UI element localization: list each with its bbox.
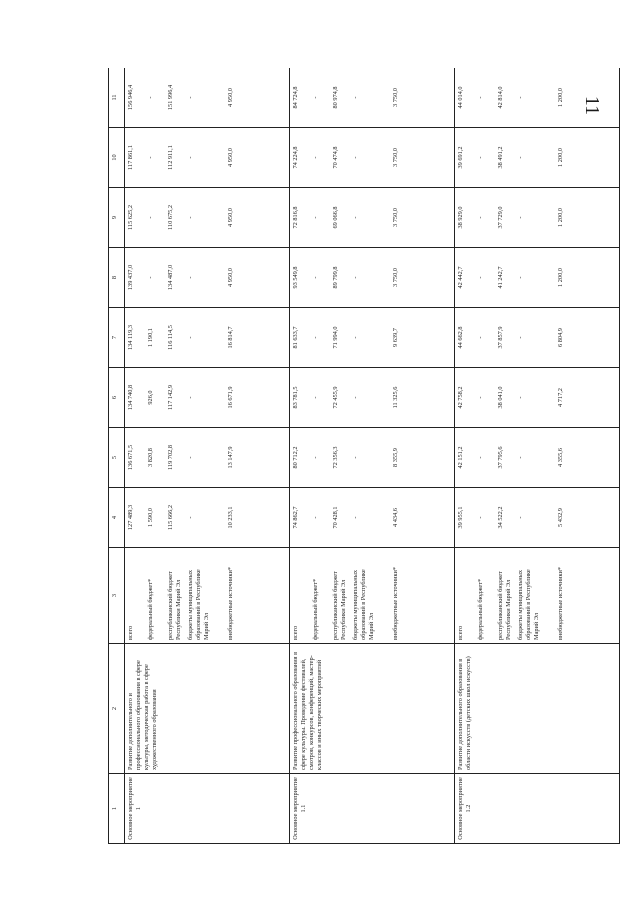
amount-value: 80 712,2 [292, 446, 299, 469]
header-cell: 7 [109, 308, 125, 368]
measure-title: Развитие дополнительного образования в области искусств (детских школ искусств) [455, 644, 620, 774]
funding-source-label: бюджеты муниципальных образований в Республике Марий Эл [352, 569, 375, 640]
amount-value: 72 356,3 [332, 446, 339, 469]
header-cell: 11 [109, 68, 125, 128]
amount-value: - [312, 516, 319, 519]
amount-value: 4 717,2 [557, 388, 564, 407]
table-row [455, 68, 620, 844]
funding-source-cell [125, 548, 290, 644]
amount-value: - [477, 336, 484, 339]
year-value-cell [125, 368, 290, 428]
amount-value: 926,0 [147, 390, 154, 405]
amount-value: - [312, 456, 319, 459]
amount-value: 42 442,7 [457, 266, 464, 289]
amount-value: 13 147,9 [227, 446, 234, 469]
amount-value: 70 474,8 [332, 146, 339, 169]
amount-value: - [147, 216, 154, 219]
amount-value: - [352, 396, 359, 399]
year-value-cell [125, 128, 290, 188]
amount-value: - [187, 156, 194, 159]
page-number: 11 [580, 95, 603, 116]
year-value-cell [455, 488, 620, 548]
amount-value: 4 950,0 [227, 268, 234, 287]
header-cell: 2 [109, 644, 125, 774]
amount-value: 39 955,1 [457, 506, 464, 529]
amount-value: 38 929,0 [457, 206, 464, 229]
amount-value: 4 434,6 [392, 508, 399, 527]
table-wrapper [108, 68, 620, 844]
amount-value: - [477, 276, 484, 279]
amount-value: - [477, 516, 484, 519]
amount-value: - [477, 96, 484, 99]
amount-value: - [312, 96, 319, 99]
header-cell: 3 [109, 548, 125, 644]
amount-value: 16 814,7 [227, 326, 234, 349]
amount-value: 134 119,3 [127, 325, 134, 350]
amount-value: - [352, 336, 359, 339]
amount-value: 3 750,0 [392, 268, 399, 287]
amount-value: 4 950,0 [227, 208, 234, 227]
amount-value: - [187, 276, 194, 279]
amount-value: - [477, 456, 484, 459]
amount-value: 71 994,0 [332, 326, 339, 349]
amount-value: 1 200,0 [557, 148, 564, 167]
year-value-cell [455, 308, 620, 368]
amount-value: 38 491,2 [497, 146, 504, 169]
amount-value: - [312, 276, 319, 279]
amount-value: 115 666,2 [167, 505, 174, 530]
amount-value: 74 224,8 [292, 146, 299, 169]
header-cell: 6 [109, 368, 125, 428]
amount-value: 34 522,2 [497, 506, 504, 529]
funding-source-label: федеральный бюджет* [312, 578, 319, 640]
year-value-cell [455, 128, 620, 188]
amount-value: 1 190,1 [147, 328, 154, 347]
year-value-cell [290, 188, 455, 248]
amount-value: 3 750,0 [392, 148, 399, 167]
header-cell: 1 [109, 774, 125, 844]
funding-source-cell [290, 548, 455, 644]
amount-value: 151 996,4 [167, 84, 174, 111]
amount-value: - [312, 336, 319, 339]
funding-source-label: республиканский бюджет Республики Марий Эл [497, 571, 512, 640]
table-row [290, 68, 455, 844]
amount-value: - [352, 516, 359, 519]
amount-value: - [312, 216, 319, 219]
funding-source-label: федеральный бюджет* [147, 578, 154, 640]
header-row [109, 68, 125, 844]
year-value-cell [290, 428, 455, 488]
amount-value: - [147, 156, 154, 159]
amount-value: - [187, 456, 194, 459]
amount-value: - [187, 516, 194, 519]
measure-code: Основное мероприятие 1.2 [455, 774, 620, 844]
year-value-cell [125, 488, 290, 548]
funding-source-label: республиканский бюджет Республики Марий Эл [332, 571, 347, 640]
amount-value: - [477, 396, 484, 399]
amount-value: 69 066,8 [332, 206, 339, 229]
amount-value: 134 487,0 [167, 264, 174, 291]
amount-value: - [352, 96, 359, 99]
funding-source-label: внебюджетные источники* [227, 566, 234, 640]
header-cell: 10 [109, 128, 125, 188]
amount-value: 117 861,1 [127, 145, 134, 170]
amount-value: 1 200,0 [557, 208, 564, 227]
amount-value: 72 816,8 [292, 206, 299, 229]
amount-value: - [147, 276, 154, 279]
measure-code: Основное мероприятие 1.1 [290, 774, 455, 844]
funding-source-label: бюджеты муниципальных образований в Республике Марий Эл [517, 569, 540, 640]
measure-title: Развитие профессионального образования в сфере культуры. Проведение фестивалей, смотров, конкурсов, конференций, мастер-классов и иных творческих мероприятий [290, 644, 455, 774]
amount-value: 4 950,0 [227, 88, 234, 107]
table-body [125, 68, 620, 844]
amount-value: 39 691,2 [457, 146, 464, 169]
amount-value: - [312, 396, 319, 399]
funding-source-label: бюджеты муниципальных образований в Республике Марий Эл [187, 569, 210, 640]
year-value-cell [125, 188, 290, 248]
amount-value: 115 625,2 [127, 205, 134, 230]
amount-value: 80 974,8 [332, 86, 339, 109]
amount-value: - [517, 96, 524, 99]
funding-source-label: всего [127, 625, 134, 640]
year-value-cell [125, 248, 290, 308]
amount-value: - [517, 216, 524, 219]
year-value-cell [290, 488, 455, 548]
amount-value: - [352, 456, 359, 459]
amount-value: 4 355,6 [557, 448, 564, 467]
amount-value: 89 799,8 [332, 266, 339, 289]
amount-value: 37 729,0 [497, 206, 504, 229]
amount-value: 5 432,9 [557, 508, 564, 527]
amount-value: 11 325,6 [392, 386, 399, 409]
amount-value: 4 950,0 [227, 148, 234, 167]
amount-value: 3 750,0 [392, 208, 399, 227]
amount-value: 1 200,0 [557, 268, 564, 287]
year-value-cell [290, 128, 455, 188]
funding-source-label: внебюджетные источники* [392, 566, 399, 640]
amount-value: - [187, 396, 194, 399]
amount-value: 116 114,5 [167, 325, 174, 350]
amount-value: - [312, 156, 319, 159]
amount-value: 74 862,7 [292, 506, 299, 529]
amount-value: - [187, 336, 194, 339]
funding-source-label: внебюджетные источники* [557, 566, 564, 640]
year-value-cell [455, 248, 620, 308]
rotated-table-area [108, 68, 620, 844]
amount-value: 37 795,6 [497, 446, 504, 469]
amount-value: 127 489,3 [127, 504, 134, 531]
funding-source-label: всего [457, 625, 464, 640]
amount-value: 41 242,7 [497, 266, 504, 289]
amount-value: 42 814,0 [497, 86, 504, 109]
amount-value: - [517, 336, 524, 339]
amount-value: 44 014,0 [457, 86, 464, 109]
funding-source-cell [455, 548, 620, 644]
amount-value: 3 750,0 [392, 88, 399, 107]
amount-value: 8 355,9 [392, 448, 399, 467]
amount-value: - [517, 516, 524, 519]
year-value-cell [455, 368, 620, 428]
amount-value: 16 671,9 [227, 386, 234, 409]
amount-value: 93 549,8 [292, 266, 299, 289]
amount-value: - [352, 276, 359, 279]
amount-value: 156 946,4 [127, 84, 134, 111]
year-value-cell [125, 428, 290, 488]
amount-value: 72 455,9 [332, 386, 339, 409]
amount-value: 1 200,0 [557, 88, 564, 107]
amount-value: 110 675,2 [167, 205, 174, 230]
amount-value: 1 590,0 [147, 508, 154, 527]
amount-value: 83 781,5 [292, 386, 299, 409]
amount-value: 112 911,1 [167, 145, 174, 170]
year-value-cell [290, 248, 455, 308]
amount-value: 136 671,5 [127, 444, 134, 471]
amount-value: 38 041,0 [497, 386, 504, 409]
amount-value: - [352, 156, 359, 159]
amount-value: 42 758,2 [457, 386, 464, 409]
amount-value: 84 724,8 [292, 86, 299, 109]
amount-value: 6 804,9 [557, 328, 564, 347]
budget-table [108, 68, 620, 844]
amount-value: - [187, 96, 194, 99]
year-value-cell [455, 68, 620, 128]
amount-value: 81 633,7 [292, 326, 299, 349]
year-value-cell [290, 368, 455, 428]
amount-value: 117 142,9 [167, 385, 174, 410]
amount-value: - [517, 456, 524, 459]
amount-value: - [517, 396, 524, 399]
year-value-cell [125, 308, 290, 368]
amount-value: - [352, 216, 359, 219]
header-cell: 4 [109, 488, 125, 548]
amount-value: 42 151,2 [457, 446, 464, 469]
funding-source-label: федеральный бюджет* [477, 578, 484, 640]
amount-value: - [147, 96, 154, 99]
amount-value: - [477, 156, 484, 159]
amount-value: 119 702,8 [167, 445, 174, 470]
measure-code: Основное мероприятие 1 [125, 774, 290, 844]
header-cell: 8 [109, 248, 125, 308]
year-value-cell [290, 308, 455, 368]
amount-value: - [517, 156, 524, 159]
year-value-cell [125, 68, 290, 128]
amount-value: 44 662,8 [457, 326, 464, 349]
measure-title: Развитие дополнительного и профессионального образования в сфере культуры, методическая работа в сфере художественного образования [125, 644, 290, 774]
amount-value: 134 740,8 [127, 384, 134, 411]
amount-value: 3 820,8 [147, 448, 154, 467]
year-value-cell [455, 188, 620, 248]
amount-value: - [517, 276, 524, 279]
amount-value: 139 437,0 [127, 264, 134, 291]
year-value-cell [290, 68, 455, 128]
amount-value: - [477, 216, 484, 219]
table-row [125, 68, 290, 844]
amount-value: 9 639,7 [392, 328, 399, 347]
funding-source-label: республиканский бюджет Республики Марий Эл [167, 571, 182, 640]
funding-source-label: всего [292, 625, 299, 640]
year-value-cell [455, 428, 620, 488]
amount-value: 10 233,1 [227, 506, 234, 529]
amount-value: 70 428,1 [332, 506, 339, 529]
amount-value: 37 857,9 [497, 326, 504, 349]
header-cell: 9 [109, 188, 125, 248]
amount-value: - [187, 216, 194, 219]
header-cell: 5 [109, 428, 125, 488]
